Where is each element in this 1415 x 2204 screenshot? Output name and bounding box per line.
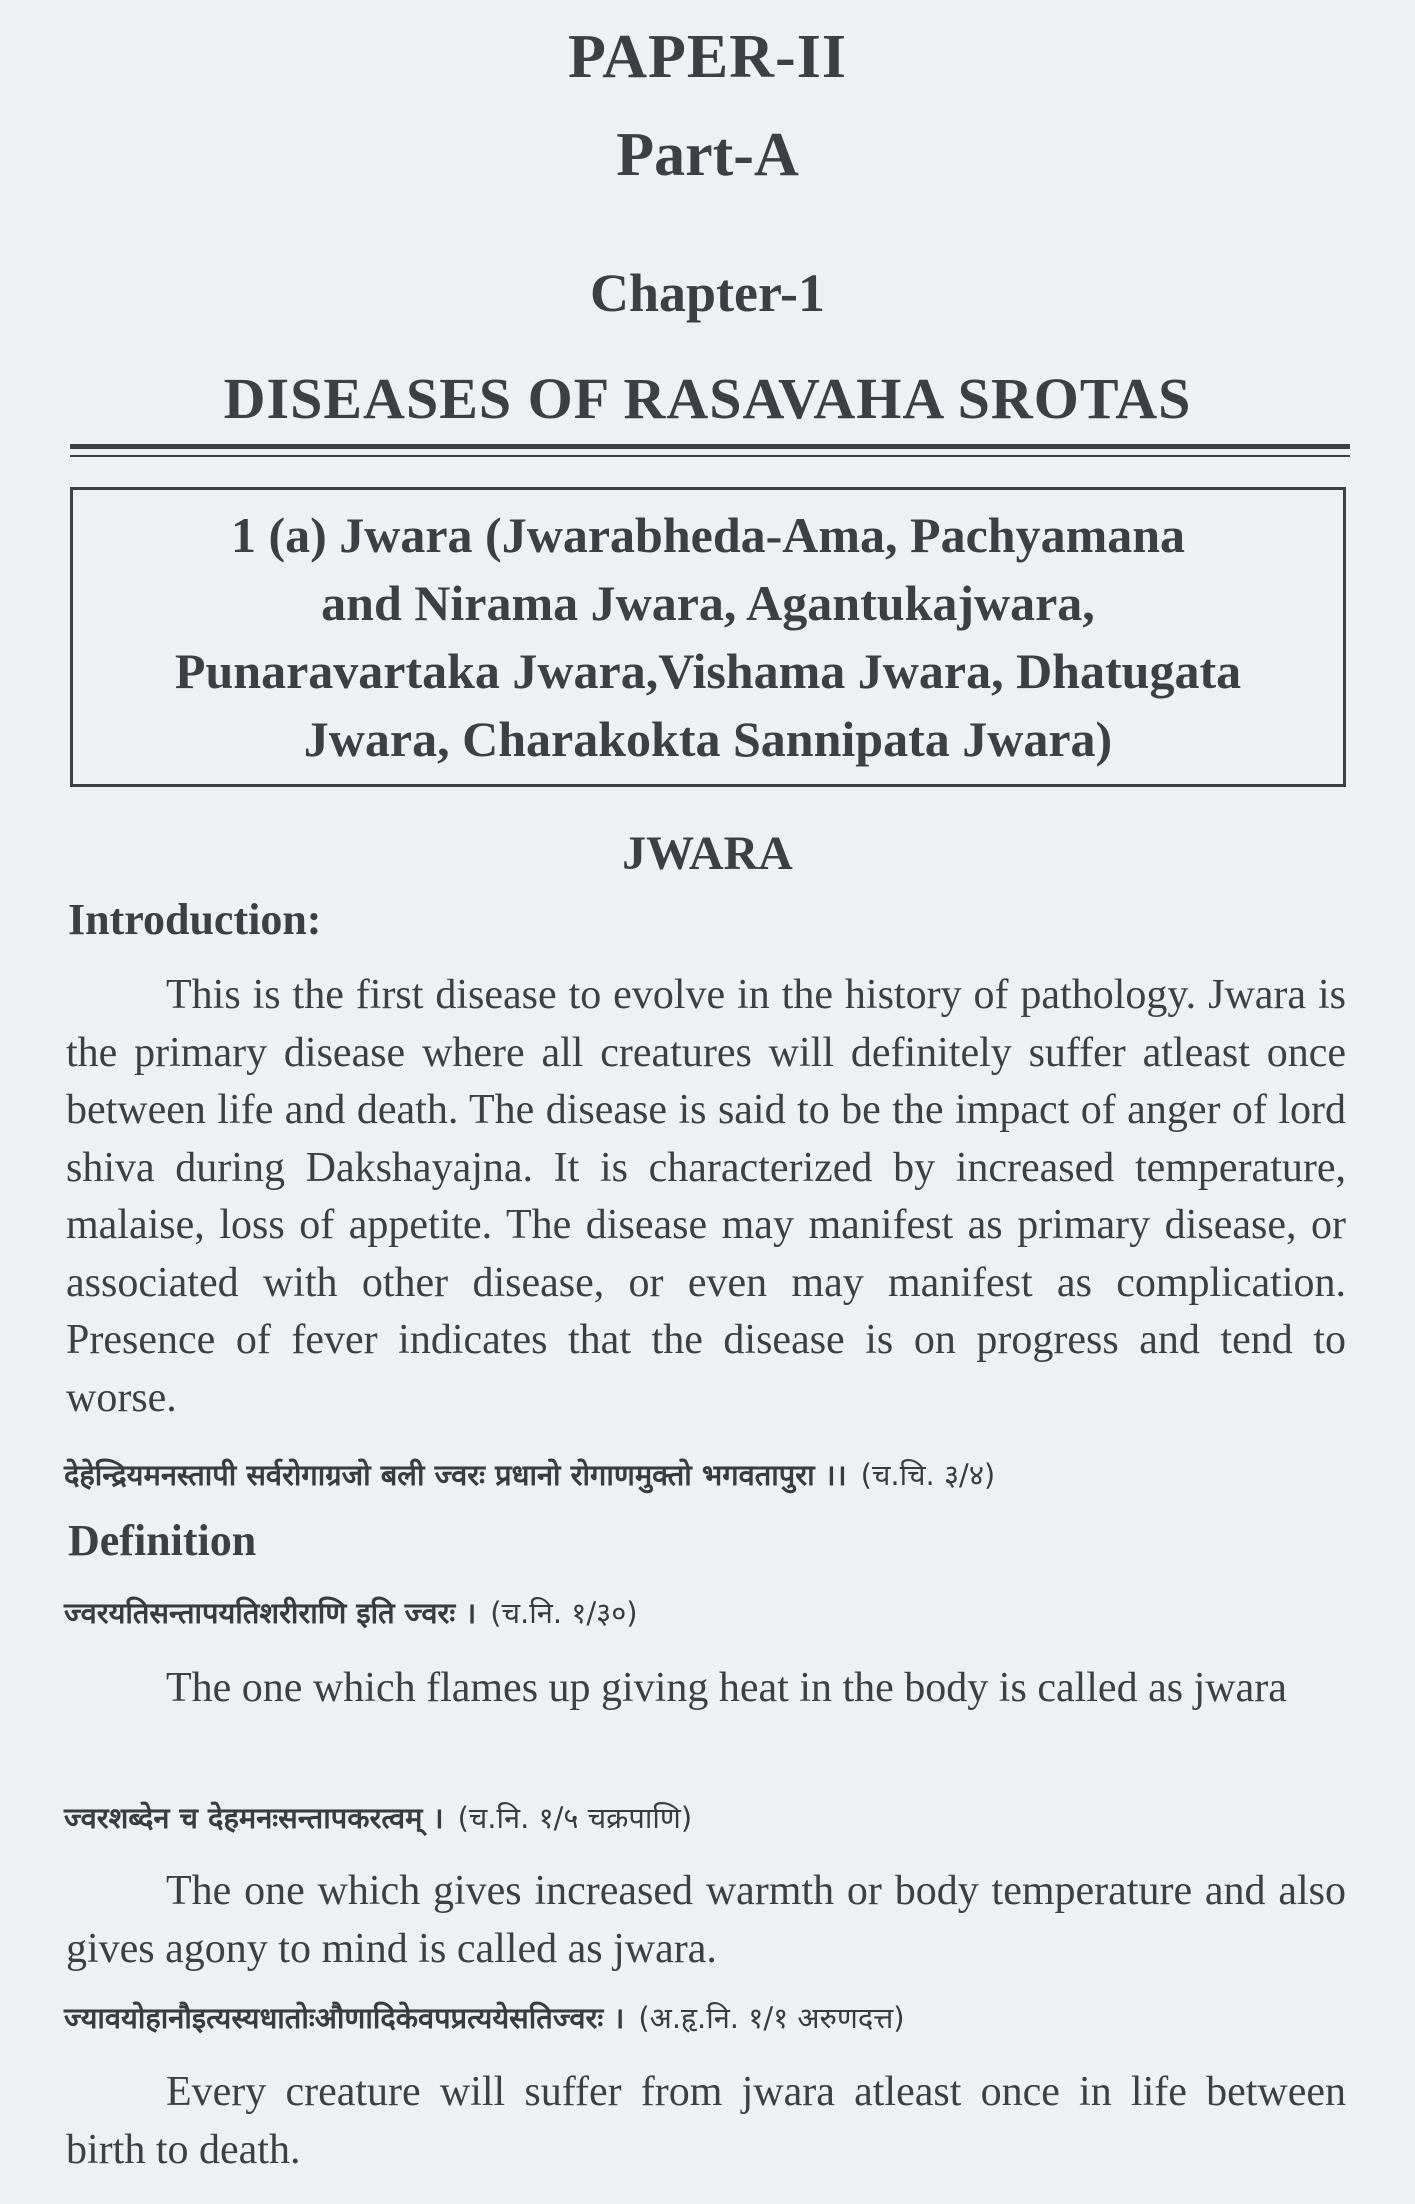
verse-reference: (अ.हृ.नि. १/१ अरुणदत्त): [638, 2001, 905, 2035]
topic-line: and Nirama Jwara, Agantukajwara,: [321, 575, 1095, 631]
topic-line: Jwara, Charakokta Sannipata Jwara): [303, 711, 1113, 767]
definition-heading: Definition: [68, 1516, 257, 1565]
introduction-paragraph: This is the first disease to evolve in the history of pathology. Jwara is the primary disease where all creatures will definitely suffer atleast once between life and death. The disease is said to be the impact of anger of lord shiva during Dakshayajna. It is characterized by increased temperature, malaise, loss of appetite. The disease may manifest as primary disease, or associated with other disease, or even may manifest as complication. Presence of fever indicates that the disease is on progress and tend to worse.: [66, 972, 1346, 1421]
verse-text: देहेन्द्रियमनस्तापी सर्वरोगाग्रजो बली ज्वरः प्रधानो रोगाणमुक्तो भगवतापुरा ।।: [64, 1458, 847, 1492]
verse-reference: (च.चि. ३/४): [860, 1458, 996, 1492]
paper-title: PAPER-II: [568, 23, 847, 91]
definition-paragraph-2: The one which gives increased warmth or body temperature and also gives agony to mind is called as jwara.: [66, 1868, 1346, 1972]
intro-sanskrit-verse: [64, 1455, 995, 1494]
definition-paragraph-3: Every creature will suffer from jwara atleast once in life between birth to death.: [66, 2069, 1346, 2173]
double-rule-thin: [70, 455, 1350, 457]
double-rule-thick: [70, 444, 1350, 449]
part-title: Part-A: [616, 121, 799, 189]
definition-paragraph-1: The one which flames up giving heat in the body is called as jwara: [166, 1665, 1287, 1711]
chapter-title: DISEASES OF RASAVAHA SROTAS: [223, 366, 1192, 431]
verse-text: ज्वरशब्देन च देहमनःसन्तापकरत्वम् ।: [64, 1801, 444, 1835]
introduction-heading: Introduction:: [68, 895, 322, 944]
definition-verse-1: [64, 1593, 638, 1632]
chapter-number: Chapter-1: [590, 263, 825, 323]
verse-reference: (च.नि. १/५ चक्रपाणि): [457, 1801, 693, 1835]
verse-text: ज्यावयोहानौइत्यस्यधातोःऔणादिकेवपप्रत्ययेसतिज्वरः ।: [64, 2001, 625, 2035]
topic-line: Punaravartaka Jwara,Vishama Jwara, Dhatugata: [174, 643, 1242, 699]
definition-verse-2: [64, 1798, 692, 1837]
definition-verse-3: [64, 1998, 905, 2037]
topic-line: 1 (a) Jwara (Jwarabheda-Ama, Pachyamana: [230, 507, 1186, 563]
topic-box: [70, 487, 1346, 787]
verse-reference: (च.नि. १/३०): [490, 1596, 638, 1630]
verse-text: ज्वरयतिसन्तापयतिशरीराणि इति ज्वरः ।: [64, 1596, 477, 1630]
section-title: JWARA: [622, 827, 793, 880]
